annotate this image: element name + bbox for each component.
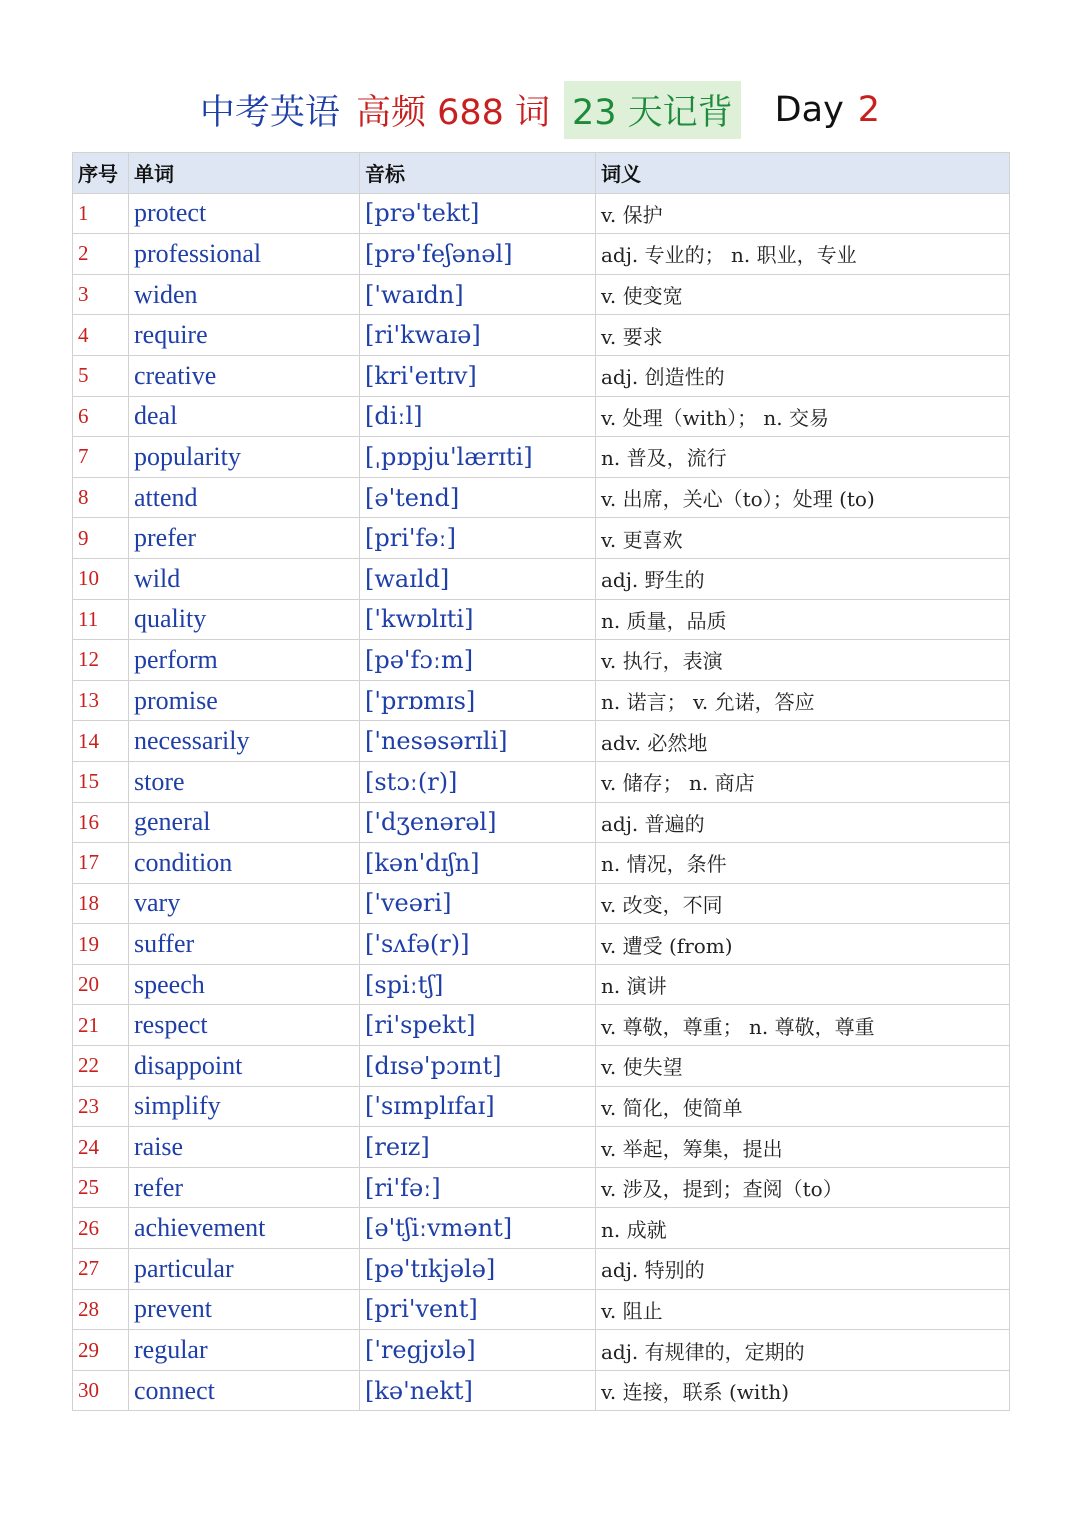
table-row [73,234,1010,275]
row-meaning: n. 成就 [596,1208,1010,1249]
row-phonetic: [kri'eɪtɪv] [360,355,596,396]
row-number: 28 [73,1289,129,1330]
row-number: 27 [73,1249,129,1290]
row-word: refer [129,1167,360,1208]
row-phonetic: ['nesəsərɪli] [360,721,596,762]
row-word: condition [129,843,360,884]
table-row [73,355,1010,396]
page-title [0,78,1080,142]
table-row [73,1046,1010,1087]
row-word: creative [129,355,360,396]
row-number: 21 [73,1005,129,1046]
row-word: particular [129,1249,360,1290]
row-number: 19 [73,924,129,965]
row-meaning: v. 涉及，提到；查阅（to） [596,1167,1010,1208]
row-number: 7 [73,437,129,478]
row-word: vary [129,883,360,924]
table-row [73,558,1010,599]
row-meaning: v. 尊敬，尊重； n. 尊敬，尊重 [596,1005,1010,1046]
row-number: 14 [73,721,129,762]
row-number: 30 [73,1370,129,1411]
table-row [73,1330,1010,1371]
table-body [73,193,1010,1411]
table-row [73,1005,1010,1046]
row-meaning: v. 阻止 [596,1289,1010,1330]
row-phonetic: [pri'fəː] [360,518,596,559]
row-phonetic: [stɔː(r)] [360,761,596,802]
row-word: deal [129,396,360,437]
row-phonetic: [ˌpɒpju'lærɪti] [360,437,596,478]
row-phonetic: [reɪz] [360,1127,596,1168]
row-word: require [129,315,360,356]
row-phonetic: [ə'tend] [360,477,596,518]
row-phonetic: ['regjʊlə] [360,1330,596,1371]
title-part-day-label: Day [774,90,844,130]
row-meaning: n. 质量，品质 [596,599,1010,640]
table-row [73,477,1010,518]
row-word: respect [129,1005,360,1046]
row-word: connect [129,1370,360,1411]
row-number: 11 [73,599,129,640]
vocabulary-table [72,152,1010,1411]
row-word: prefer [129,518,360,559]
row-phonetic: [pə'fɔːm] [360,640,596,681]
row-phonetic: ['prɒmɪs] [360,680,596,721]
table-row [73,1127,1010,1168]
row-number: 1 [73,193,129,234]
title-part-exam: 中考英语 [199,93,340,133]
row-word: quality [129,599,360,640]
row-meaning: v. 处理（with）； n. 交易 [596,396,1010,437]
row-meaning: v. 更喜欢 [596,518,1010,559]
row-number: 20 [73,964,129,1005]
table-row [73,924,1010,965]
table-row [73,680,1010,721]
row-word: popularity [129,437,360,478]
row-meaning: n. 普及，流行 [596,437,1010,478]
row-phonetic: [prə'tekt] [360,193,596,234]
table-row [73,964,1010,1005]
row-word: protect [129,193,360,234]
row-number: 4 [73,315,129,356]
row-word: perform [129,640,360,681]
row-meaning: v. 要求 [596,315,1010,356]
row-meaning: adj. 专业的； n. 职业，专业 [596,234,1010,275]
row-phonetic: [waɪld] [360,558,596,599]
title-part-day-number: 2 [857,90,881,130]
row-phonetic: [ri'spekt] [360,1005,596,1046]
table-row [73,518,1010,559]
row-meaning: adj. 有规律的，定期的 [596,1330,1010,1371]
row-word: regular [129,1330,360,1371]
table-row [73,843,1010,884]
row-phonetic: [diːl] [360,396,596,437]
row-number: 22 [73,1046,129,1087]
row-meaning: n. 演讲 [596,964,1010,1005]
row-word: prevent [129,1289,360,1330]
row-number: 17 [73,843,129,884]
row-meaning: v. 保护 [596,193,1010,234]
row-phonetic: [dɪsə'pɔɪnt] [360,1046,596,1087]
row-phonetic: [ri'kwaɪə] [360,315,596,356]
row-meaning: v. 改变，不同 [596,883,1010,924]
row-number: 10 [73,558,129,599]
row-meaning: v. 遭受 (from) [596,924,1010,965]
table-row [73,315,1010,356]
row-meaning: n. 情况，条件 [596,843,1010,884]
row-word: professional [129,234,360,275]
row-number: 9 [73,518,129,559]
row-word: wild [129,558,360,599]
row-phonetic: [prə'feʃənəl] [360,234,596,275]
row-phonetic: [spiːtʃ] [360,964,596,1005]
row-number: 29 [73,1330,129,1371]
header-phonetic: 音标 [360,153,596,194]
row-phonetic: ['sɪmplɪfaɪ] [360,1086,596,1127]
title-part-frequency: 高频 688 词 [355,93,550,133]
row-phonetic: ['waɪdn] [360,274,596,315]
row-meaning: n. 诺言； v. 允诺，答应 [596,680,1010,721]
row-word: widen [129,274,360,315]
table-row [73,883,1010,924]
table-row [73,1086,1010,1127]
row-meaning: v. 执行，表演 [596,640,1010,681]
row-number: 6 [73,396,129,437]
table-header-row [73,153,1010,194]
row-meaning: v. 举起，筹集，提出 [596,1127,1010,1168]
row-word: promise [129,680,360,721]
table-row [73,1167,1010,1208]
row-number: 2 [73,234,129,275]
row-word: raise [129,1127,360,1168]
row-number: 12 [73,640,129,681]
row-phonetic: [pri'vent] [360,1289,596,1330]
table-row [73,437,1010,478]
row-meaning: adj. 特别的 [596,1249,1010,1290]
row-word: attend [129,477,360,518]
row-number: 25 [73,1167,129,1208]
row-phonetic: ['dʒenərəl] [360,802,596,843]
title-part-days: 23 天记背 [564,81,741,139]
row-number: 24 [73,1127,129,1168]
table-row [73,396,1010,437]
row-meaning: v. 简化，使简单 [596,1086,1010,1127]
header-word: 单词 [129,153,360,194]
table-row [73,802,1010,843]
row-phonetic: [ri'fəː] [360,1167,596,1208]
row-phonetic: ['veəri] [360,883,596,924]
row-meaning: v. 使失望 [596,1046,1010,1087]
row-number: 23 [73,1086,129,1127]
table-row [73,599,1010,640]
row-number: 16 [73,802,129,843]
table-row [73,640,1010,681]
row-word: store [129,761,360,802]
table-row [73,1289,1010,1330]
row-word: speech [129,964,360,1005]
row-meaning: adv. 必然地 [596,721,1010,762]
row-number: 18 [73,883,129,924]
row-word: necessarily [129,721,360,762]
row-word: disappoint [129,1046,360,1087]
table-row [73,274,1010,315]
row-meaning: v. 储存； n. 商店 [596,761,1010,802]
row-word: general [129,802,360,843]
row-phonetic: [kən'dɪʃn] [360,843,596,884]
table-row [73,1208,1010,1249]
row-number: 15 [73,761,129,802]
row-number: 5 [73,355,129,396]
row-number: 8 [73,477,129,518]
row-meaning: v. 使变宽 [596,274,1010,315]
table-row [73,1249,1010,1290]
row-meaning: adj. 野生的 [596,558,1010,599]
header-meaning: 词义 [596,153,1010,194]
row-phonetic: [pə'tɪkjələ] [360,1249,596,1290]
row-number: 13 [73,680,129,721]
row-number: 26 [73,1208,129,1249]
table-row [73,193,1010,234]
table-row [73,761,1010,802]
row-meaning: adj. 普遍的 [596,802,1010,843]
row-phonetic: ['kwɒlɪti] [360,599,596,640]
row-word: simplify [129,1086,360,1127]
header-number: 序号 [73,153,129,194]
row-word: achievement [129,1208,360,1249]
row-number: 3 [73,274,129,315]
row-meaning: v. 出席，关心（to）；处理 (to) [596,477,1010,518]
row-phonetic: ['sʌfə(r)] [360,924,596,965]
row-phonetic: [ə'tʃiːvmənt] [360,1208,596,1249]
row-phonetic: [kə'nekt] [360,1370,596,1411]
row-meaning: v. 连接，联系 (with) [596,1370,1010,1411]
table-row [73,1370,1010,1411]
row-meaning: adj. 创造性的 [596,355,1010,396]
row-word: suffer [129,924,360,965]
table-row [73,721,1010,762]
